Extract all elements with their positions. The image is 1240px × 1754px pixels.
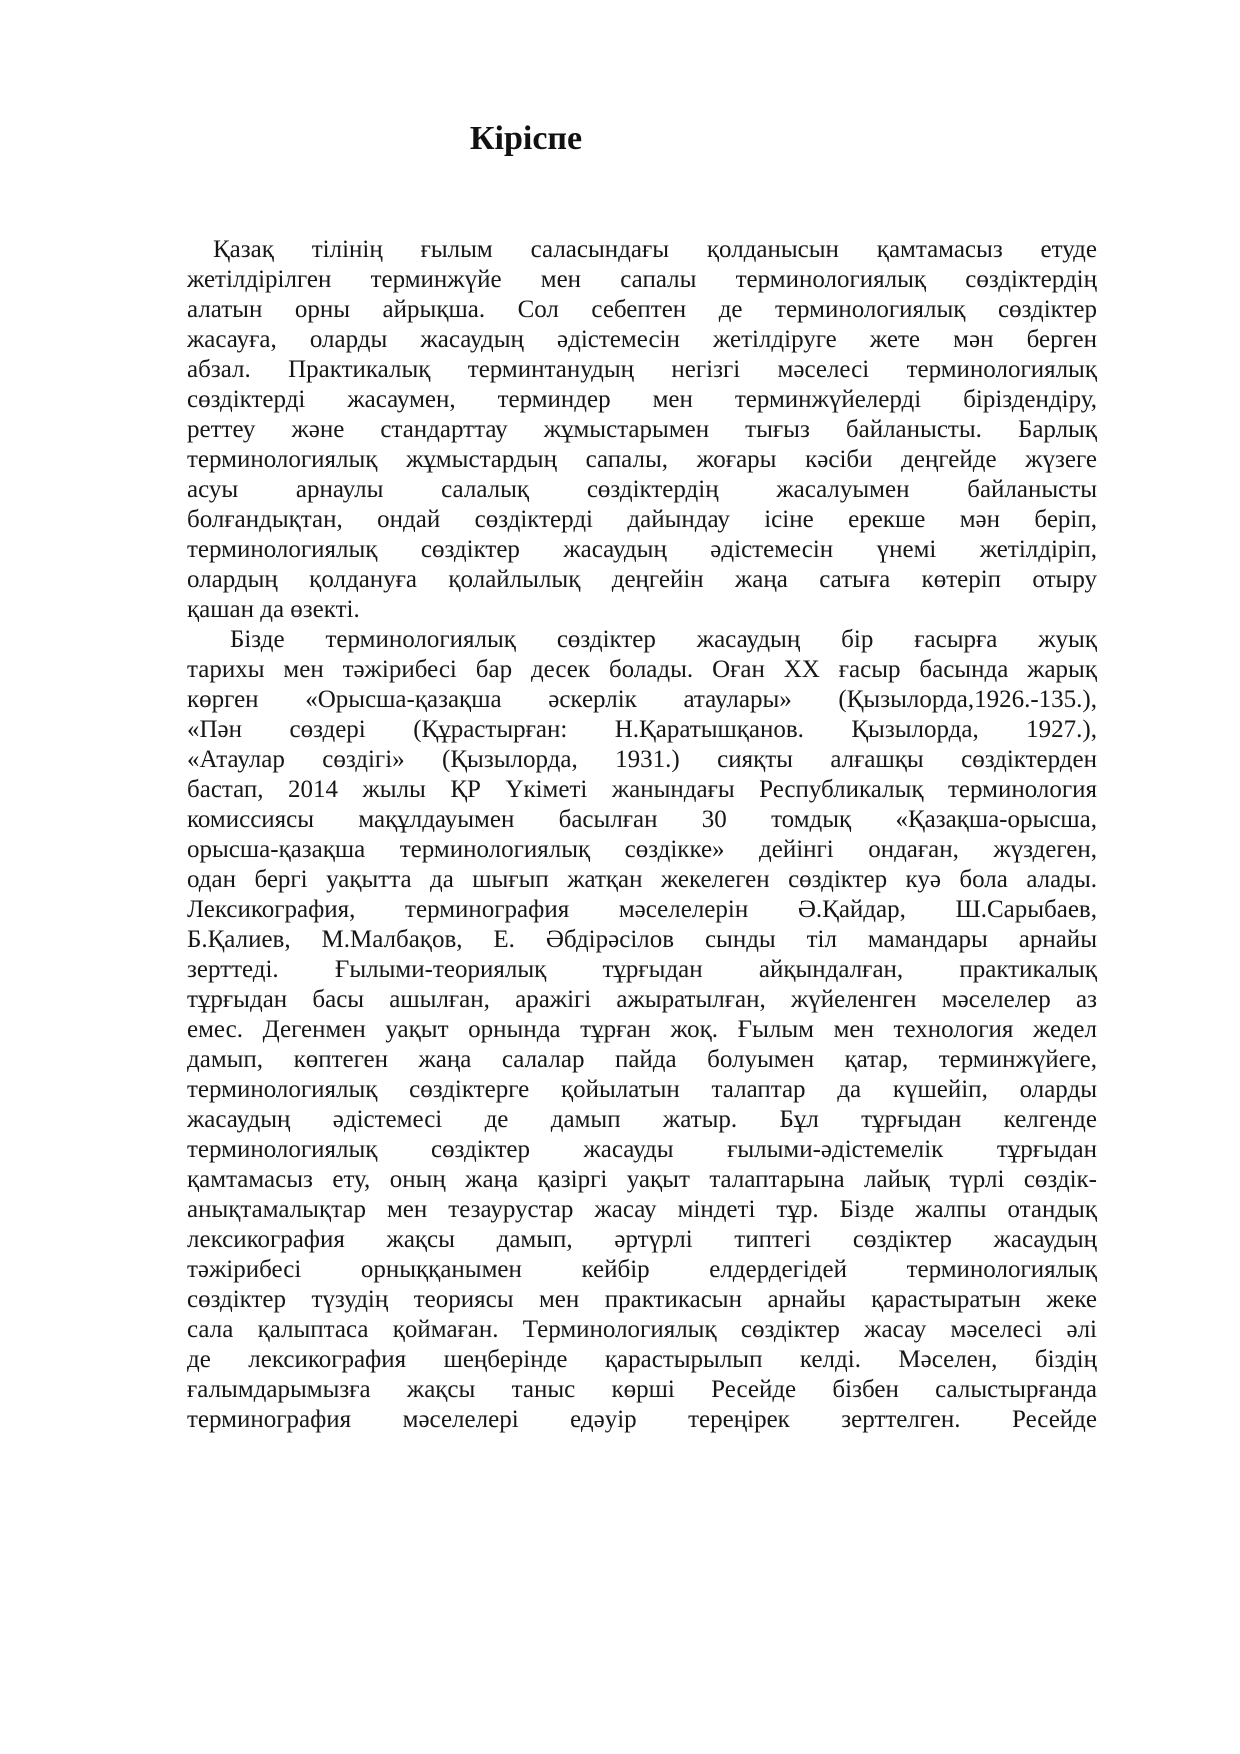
text-line: тұрғыдан басы ашылған, аражігі ажыратылған, жүйеленген мәселелер аз bbox=[187, 986, 1097, 1013]
text-line: де лексикография шеңберінде қарастырылып келді. Мәселен, біздің bbox=[187, 1346, 1097, 1373]
text-line: терминологиялық жұмыстардың сапалы, жоғары кәсіби деңгейде жүзеге bbox=[187, 446, 1097, 473]
text-line: терминологиялық сөздіктерге қойылатын талаптар да күшейіп, оларды bbox=[187, 1076, 1097, 1103]
text-line: терминологиялық сөздіктер жасауды ғылыми-әдістемелік тұрғыдан bbox=[187, 1136, 1097, 1163]
text-line: жасауға, оларды жасаудың әдістемесін жетілдіруге жете мән берген bbox=[187, 326, 1097, 353]
text-line: терминография мәселелері едәуір тереңірек зерттелген. Ресейде bbox=[187, 1406, 1097, 1433]
text-line: анықтамалықтар мен тезаурустар жасау міндеті тұр. Бізде жалпы отандық bbox=[187, 1196, 1097, 1223]
text-line: олардың қолдануға қолайлылық деңгейін жаңа сатыға көтеріп отыру bbox=[187, 566, 1097, 593]
text-line: «Пән сөздері (Құрастырған: Н.Қаратышқанов. Қызылорда, 1927.), bbox=[187, 716, 1097, 743]
text-line: «Атаулар сөздігі» (Қызылорда, 1931.) сияқты алғашқы сөздіктерден bbox=[187, 746, 1097, 773]
text-line: көрген «Орысша-қазақша әскерлік атаулары» (Қызылорда,1926.-135.), bbox=[187, 686, 1097, 713]
text-line: одан бергі уақытта да шығып жатқан жекелеген сөздіктер куә бола алады. bbox=[187, 866, 1097, 893]
text-line: Лексикография, терминография мәселелерін Ә.Қайдар, Ш.Сарыбаев, bbox=[187, 896, 1097, 923]
text-line: орысша-қазақша терминологиялық сөздікке» дейінгі ондаған, жүздеген, bbox=[187, 836, 1097, 863]
text-line: жетілдірілген терминжүйе мен сапалы терминологиялық сөздіктердің bbox=[187, 266, 1097, 293]
text-line: тарихы мен тәжірибесі бар десек болады. Оған ХХ ғасыр басында жарық bbox=[187, 656, 1097, 683]
text-line: Қазақ тілінің ғылым саласындағы қолданысын қамтамасыз етуде bbox=[213, 236, 1097, 263]
text-line: абзал. Практикалық терминтанудың негізгі мәселесі терминологиялық bbox=[187, 356, 1097, 383]
text-line: сала қалыптаса қоймаған. Терминологиялық сөздіктер жасау мәселесі әлі bbox=[187, 1316, 1097, 1343]
text-line: реттеу және стандарттау жұмыстарымен тығыз байланысты. Барлық bbox=[187, 416, 1097, 443]
text-line: тәжірибесі орныққанымен кейбір елдердегідей терминологиялық bbox=[187, 1256, 1097, 1283]
paragraph-2 bbox=[187, 625, 1097, 1435]
text-line: терминологиялық сөздіктер жасаудың әдістемесін үнемі жетілдіріп, bbox=[187, 536, 1097, 563]
text-line: дамып, көптеген жаңа салалар пайда болуымен қатар, терминжүйеге, bbox=[187, 1046, 1097, 1073]
text-line: сөздіктер түзудің теориясы мен практикасын арнайы қарастыратын жеке bbox=[187, 1286, 1097, 1313]
paragraph-1 bbox=[187, 235, 1097, 625]
text-line: асуы арнаулы салалық сөздіктердің жасалуымен байланысты bbox=[187, 476, 1097, 503]
text-line: Бізде терминологиялық сөздіктер жасаудың бір ғасырға жуық bbox=[230, 626, 1097, 653]
text-line: қашан да өзекті. bbox=[187, 596, 360, 623]
text-line: сөздіктерді жасаумен, терминдер мен терминжүйелерді біріздендіру, bbox=[187, 386, 1097, 413]
text-line: ғалымдарымызға жақсы таныс көрші Ресейде бізбен салыстырғанда bbox=[187, 1376, 1097, 1403]
text-line: емес. Дегенмен уақыт орнында тұрған жоқ. Ғылым мен технология жедел bbox=[187, 1016, 1097, 1043]
page-title: Кіріспе bbox=[469, 120, 583, 157]
text-line: алатын орны айрықша. Сол себептен де терминологиялық сөздіктер bbox=[187, 296, 1097, 323]
text-line: лексикография жақсы дамып, әртүрлі типтегі сөздіктер жасаудың bbox=[187, 1226, 1097, 1253]
text-line: Б.Қалиев, М.Малбақов, Е. Әбдірәсілов сынды тіл мамандары арнайы bbox=[187, 926, 1097, 953]
text-line: зерттеді. Ғылыми-теориялық тұрғыдан айқындалған, практикалық bbox=[187, 956, 1097, 983]
text-line: бастап, 2014 жылы ҚР Үкіметі жанындағы Республикалық терминология bbox=[187, 776, 1097, 803]
text-line: жасаудың әдістемесі де дамып жатыр. Бұл тұрғыдан келгенде bbox=[187, 1106, 1097, 1133]
text-line: комиссиясы мақұлдауымен басылған 30 томдық «Қазақша-орысша, bbox=[187, 806, 1097, 833]
text-block bbox=[187, 235, 1097, 1435]
text-line: қамтамасыз ету, оның жаңа қазіргі уақыт талаптарына лайық түрлі сөздік- bbox=[187, 1166, 1097, 1193]
text-line: болғандықтан, ондай сөздіктерді дайындау ісіне ерекше мән беріп, bbox=[187, 506, 1097, 533]
